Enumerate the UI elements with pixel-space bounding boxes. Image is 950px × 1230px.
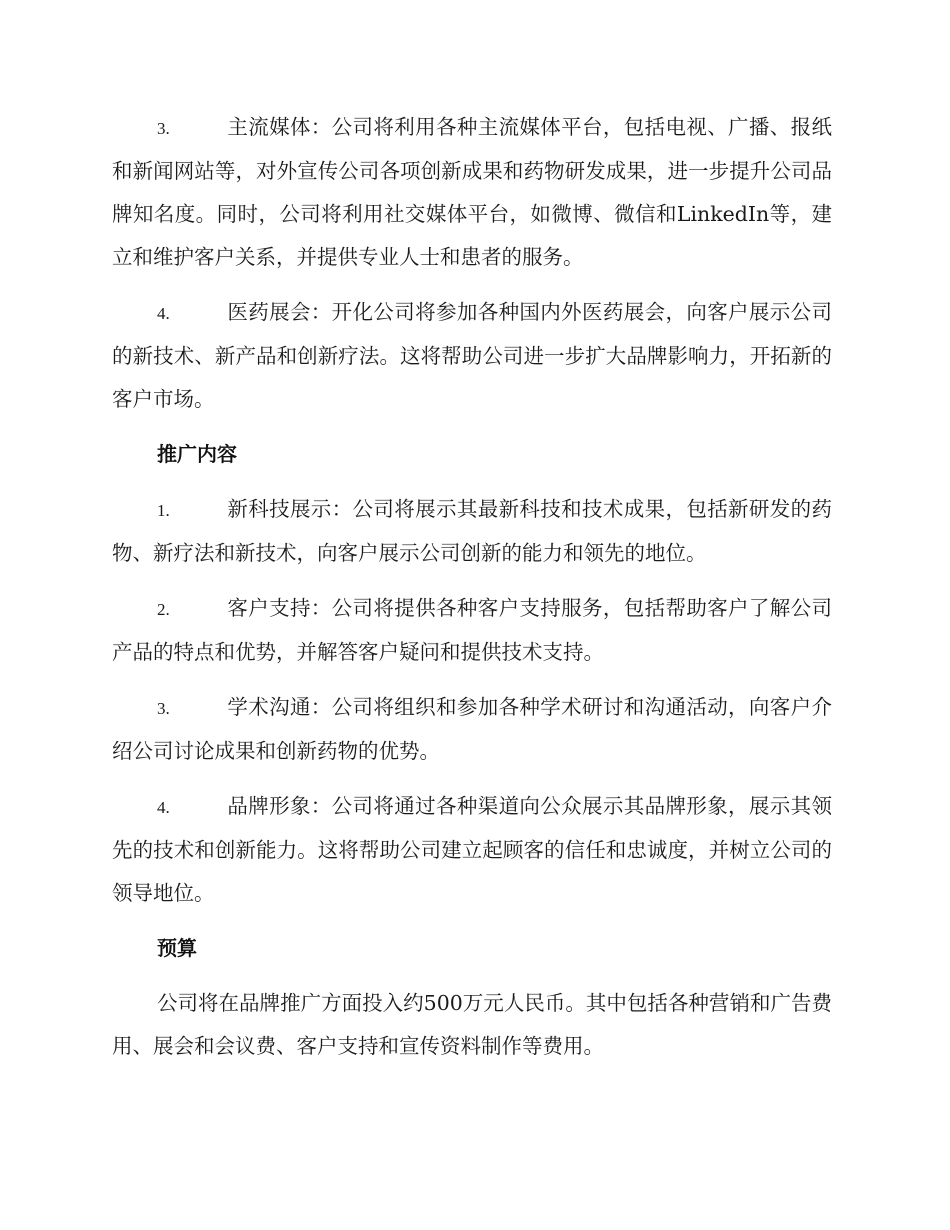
list-item [112, 785, 832, 915]
section-heading: 推广内容 [157, 442, 237, 466]
list-number: 3. [157, 699, 170, 718]
list-item [112, 488, 832, 575]
budget-paragraph: 公司将在品牌推广方面投入约500万元人民币。其中包括各种营销和广告费用、展会和会议费、客户支持和宣传资料制作等费用。 [112, 991, 832, 1058]
list-text: 客户支持：公司将提供各种客户支持服务，包括帮助客户了解公司产品的特点和优势，并解答客户疑问和提供技术支持。 [112, 596, 832, 664]
document-body [112, 106, 832, 1080]
list-number: 4. [157, 798, 170, 817]
list-text: 品牌形象：公司将通过各种渠道向公众展示其品牌形象，展示其领先的技术和创新能力。这将帮助公司建立起顾客的信任和忠诚度，并树立公司的领导地位。 [112, 794, 832, 905]
list-number: 1. [157, 501, 170, 520]
list-number: 2. [157, 600, 170, 619]
list-item [112, 106, 832, 279]
list-text: 医药展会：开化公司将参加各种国内外医药展会，向客户展示公司的新技术、新产品和创新疗法。这将帮助公司进一步扩大品牌影响力，开拓新的客户市场。 [112, 300, 832, 411]
list-item [112, 686, 832, 773]
list-text: 主流媒体：公司将利用各种主流媒体平台，包括电视、广播、报纸和新闻网站等，对外宣传公司各项创新成果和药物研发成果，进一步提升公司品牌知名度。同时，公司将利用社交媒体平台，如微博、微信和LinkedIn等，建立和维护客户关系，并提供专业人士和患者的服务。 [112, 115, 832, 269]
list-item [112, 291, 832, 421]
list-text: 新科技展示：公司将展示其最新科技和技术成果，包括新研发的药物、新疗法和新技术，向客户展示公司创新的能力和领先的地位。 [112, 497, 832, 565]
list-number: 4. [157, 304, 170, 323]
list-text: 学术沟通：公司将组织和参加各种学术研讨和沟通活动，向客户介绍公司讨论成果和创新药物的优势。 [112, 695, 832, 763]
list-number: 3. [157, 119, 170, 138]
list-item [112, 587, 832, 674]
section-heading: 预算 [157, 936, 197, 960]
